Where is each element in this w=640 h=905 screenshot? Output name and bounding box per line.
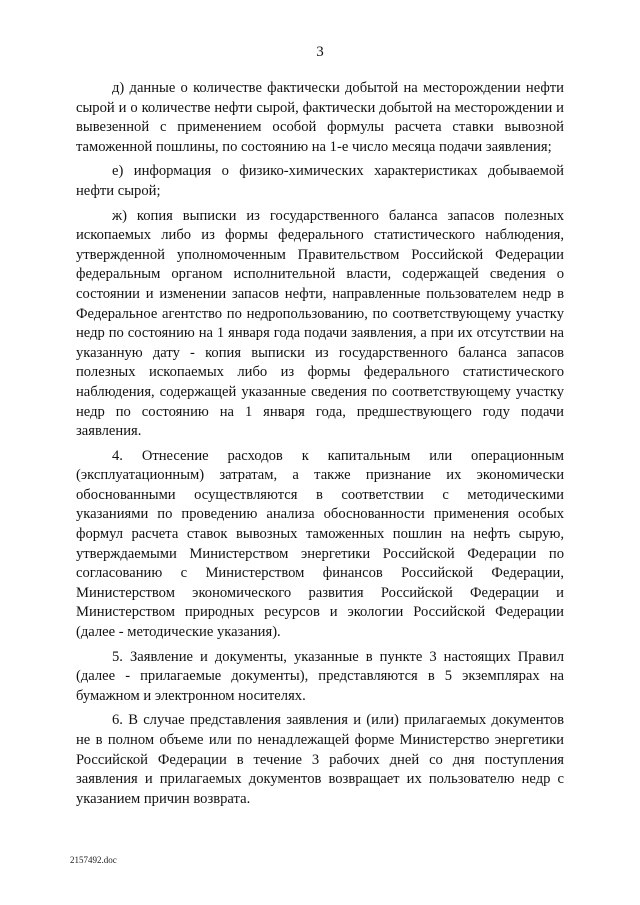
paragraph-item-e: е) информация о физико-химических характеристиках добываемой нефти сырой; xyxy=(76,163,564,199)
paragraph-clause-5: 5. Заявление и документы, указанные в пункте 3 настоящих Правил (далее - прилагаемые документы), представляются в 5 экземплярах на бумажном и электронном носителях. xyxy=(76,648,564,704)
page-number: 3 xyxy=(316,44,324,60)
paragraph-item-d: д) данные о количестве фактически добытой на месторождении нефти сырой и о количестве нефти сырой, фактически добытой на месторождении и вывезенной с применением особой формулы расчета ставки вывозной таможенной пошлины, по состоянию на 1-е число месяца подачи заявления; xyxy=(76,80,564,155)
paragraph-item-zh: ж) копия выписки из государственного баланса запасов полезных ископаемых либо из формы федерального статистического наблюдения, утвержденной уполномоченным Правительством Российской Федерации федеральным органом исполнительной власти, содержащей сведения о состоянии и изменении запасов нефти, направленные пользователем недр в Федеральное агентство по недропользованию, по соответствующему участку недр по состоянию на 1 января года подачи заявления, а при их отсутствии на указанную дату - копия выписки из государственного баланса запасов полезных ископаемых либо из формы федерального статистического наблюдения, содержащей указанные сведения по соответствующему участку недр по состоянию на 1 января года, предшествующего году подачи заявления. xyxy=(76,207,564,440)
paragraph-clause-4: 4. Отнесение расходов к капитальным или операционным (эксплуатационным) затратам, а также признание их экономически обоснованными осуществляются в соответствии с методическими указаниями по проведению анализа обоснованности применения особых формул расчета ставок вывозных таможенных пошлин на нефть сырую, утверждаемыми Министерством энергетики Российской Федерации по согласованию с Министерством финансов Российской Федерации, Министерством экономического развития Российской Федерации и Министерством природных ресурсов и экологии Российской Федерации (далее - методические указания). xyxy=(76,447,564,641)
document-body xyxy=(76,79,564,809)
footer-file-reference: 2157492.doc xyxy=(70,855,117,865)
paragraph-clause-6: 6. В случае представления заявления и (или) прилагаемых документов не в полном объеме или по ненадлежащей форме Министерство энергетики Российской Федерации в течение 3 рабочих дней со дня поступления заявления и прилагаемых документов возвращает их пользователю недр с указанием причин возврата. xyxy=(76,712,564,807)
